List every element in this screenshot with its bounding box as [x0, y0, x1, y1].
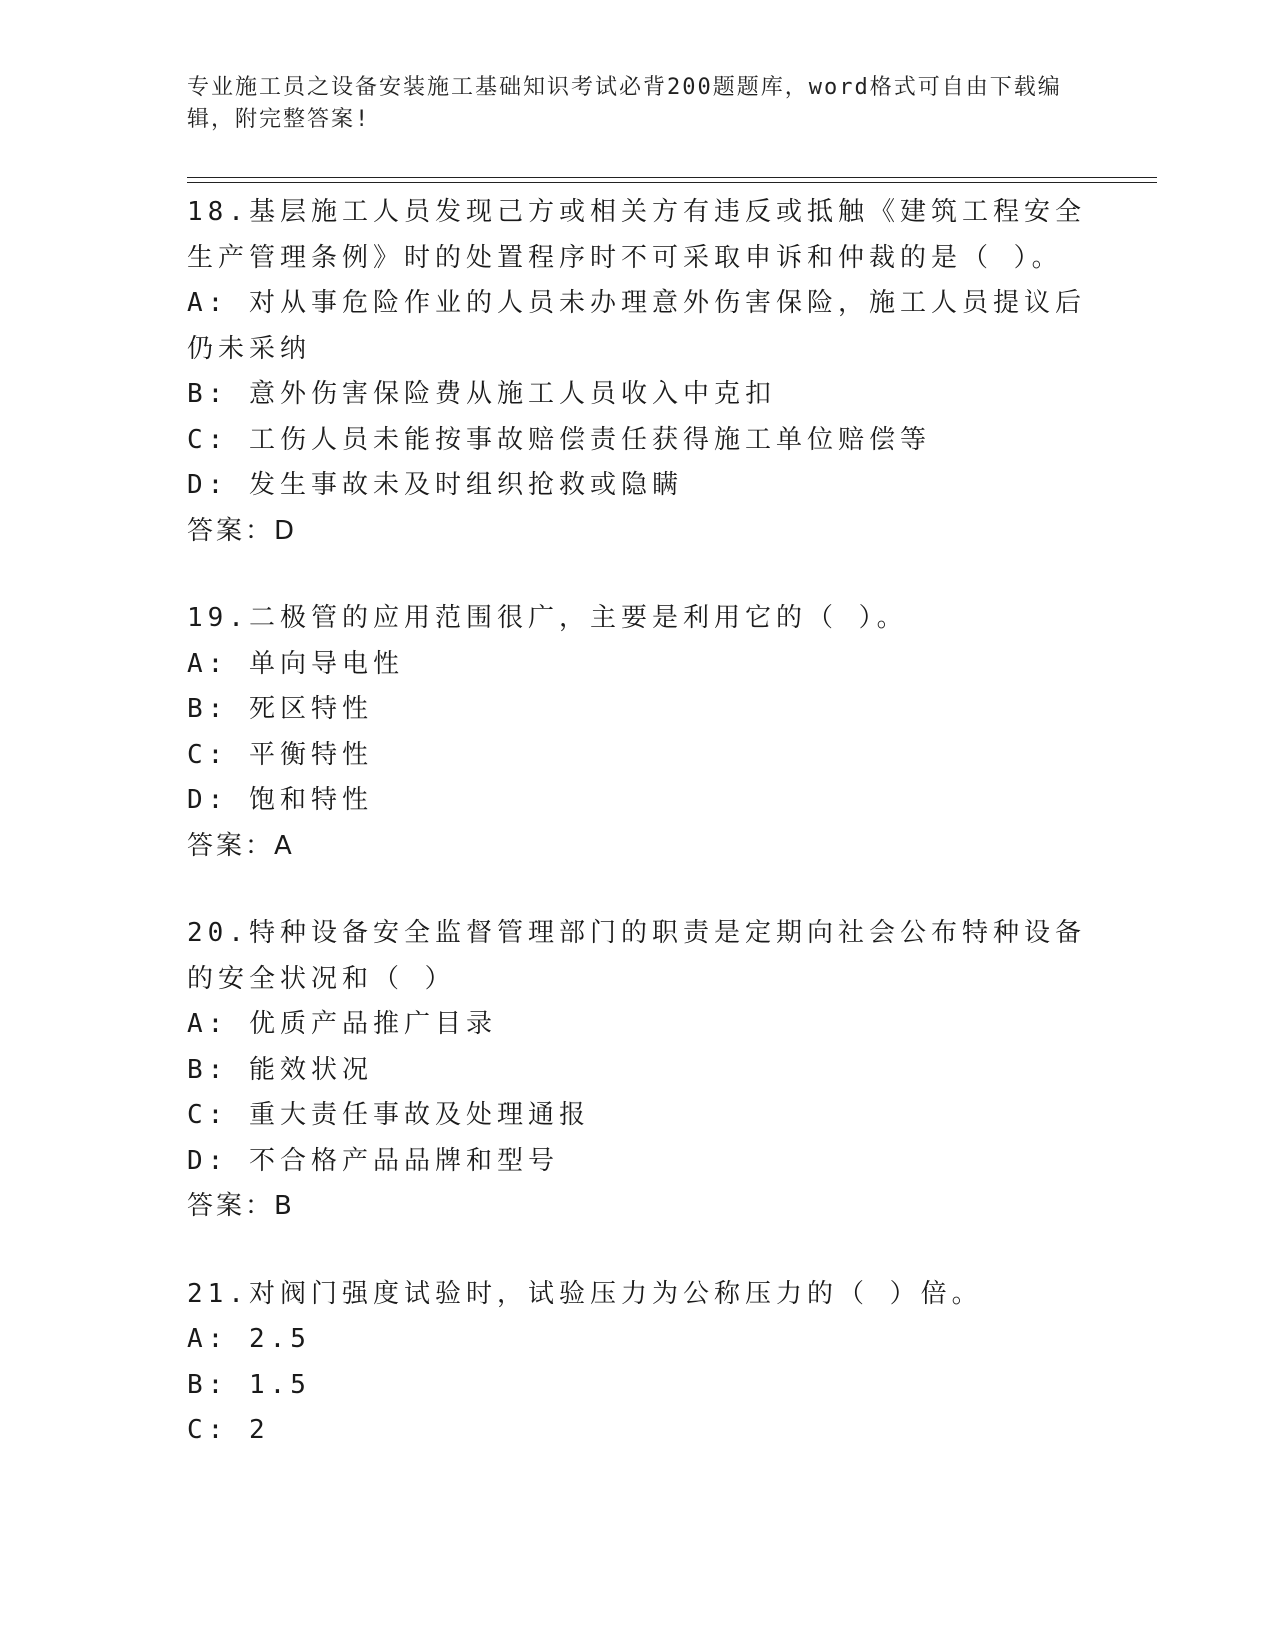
answer-label: 答案：B — [187, 1191, 295, 1221]
option-d: D: 饱和特性 — [187, 785, 373, 815]
question-19 — [187, 596, 1087, 869]
question-stem: 21.对阀门强度试验时，试验压力为公称压力的（ ）倍。 — [187, 1278, 983, 1309]
question-18 — [187, 190, 1087, 554]
question-stem: 19.二极管的应用范围很广，主要是利用它的（ ）。 — [187, 603, 908, 633]
option-d: D: 发生事故未及时组织抢救或隐瞒 — [187, 470, 683, 500]
answer-label: 答案：A — [187, 830, 295, 861]
header-rule-bottom — [187, 182, 1157, 183]
option-b: B: 1.5 — [187, 1369, 311, 1400]
question-20 — [187, 911, 1087, 1230]
header-rule-top — [187, 177, 1157, 178]
option-c: C: 2 — [187, 1415, 270, 1445]
question-stem: 18.基层施工人员发现己方或相关方有违反或抵触《建筑工程安全生产管理条例》时的处置程序时不可采取申诉和仲裁的是（ ）。 — [187, 197, 1086, 273]
option-b: B: 死区特性 — [187, 694, 373, 724]
option-b: B: 意外伤害保险费从施工人员收入中克扣 — [187, 379, 776, 409]
document-header: 专业施工员之设备安装施工基础知识考试必背200题题库，word格式可自由下载编辑，附完整答案! — [187, 75, 1062, 132]
question-list — [187, 190, 1087, 1496]
option-a: A: 对从事危险作业的人员未办理意外伤害保险，施工人员提议后仍未采纳 — [187, 288, 1086, 364]
option-c: C: 工伤人员未能按事故赔偿责任获得施工单位赔偿等 — [187, 424, 931, 455]
question-21 — [187, 1272, 1087, 1454]
option-c: C: 平衡特性 — [187, 739, 373, 770]
option-b: B: 能效状况 — [187, 1054, 373, 1085]
option-c: C: 重大责任事故及处理通报 — [187, 1100, 590, 1130]
option-a: A: 单向导电性 — [187, 648, 404, 679]
answer-label: 答案：D — [187, 515, 298, 546]
option-a: A: 优质产品推广目录 — [187, 1009, 497, 1039]
question-stem: 20.特种设备安全监督管理部门的职责是定期向社会公布特种设备的安全状况和（ ） — [187, 918, 1086, 994]
option-d: D: 不合格产品品牌和型号 — [187, 1145, 559, 1176]
option-a: A: 2.5 — [187, 1324, 311, 1354]
